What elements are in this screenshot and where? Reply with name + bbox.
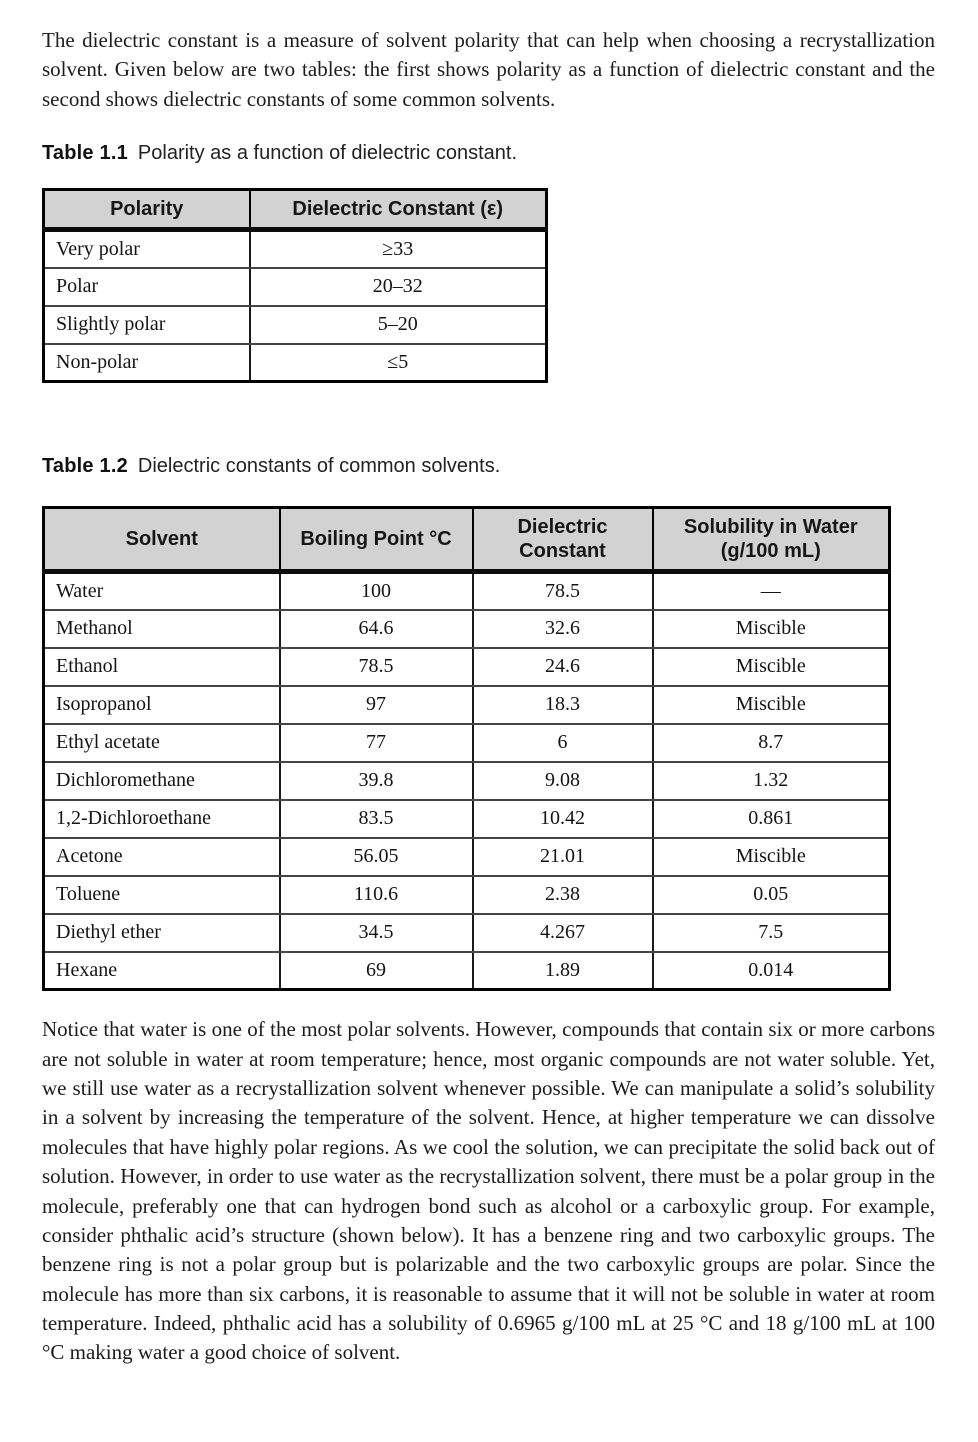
- table1-caption: [42, 142, 935, 165]
- table-cell: 5–20: [250, 306, 547, 344]
- solvents-table: [42, 506, 891, 991]
- table-cell: 69: [280, 952, 473, 990]
- table-cell: 1,2-Dichloroethane: [44, 800, 280, 838]
- table-row: [44, 610, 890, 648]
- table-cell: 1.89: [473, 952, 653, 990]
- table-cell: Miscible: [653, 838, 890, 876]
- table-cell: Slightly polar: [44, 306, 250, 344]
- column-header: Dielectric Constant: [473, 508, 653, 572]
- column-header: Polarity: [44, 190, 250, 230]
- table-cell: 0.861: [653, 800, 890, 838]
- table-cell: 21.01: [473, 838, 653, 876]
- table-cell: 77: [280, 724, 473, 762]
- table-cell: 0.05: [653, 876, 890, 914]
- table-cell: Diethyl ether: [44, 914, 280, 952]
- table2-caption: [42, 455, 935, 478]
- table1-body: [44, 230, 547, 382]
- table-cell: Isopropanol: [44, 686, 280, 724]
- table-cell: Miscible: [653, 686, 890, 724]
- table-cell: Acetone: [44, 838, 280, 876]
- table-cell: 64.6: [280, 610, 473, 648]
- table-cell: 32.6: [473, 610, 653, 648]
- table-cell: Miscible: [653, 610, 890, 648]
- table-cell: 110.6: [280, 876, 473, 914]
- table-cell: Water: [44, 572, 280, 610]
- table-cell: ≥33: [250, 230, 547, 268]
- table-cell: 100: [280, 572, 473, 610]
- column-header: Solubility in Water (g/100 mL): [653, 508, 890, 572]
- table-cell: Ethanol: [44, 648, 280, 686]
- table-cell: 78.5: [280, 648, 473, 686]
- table-row: [44, 648, 890, 686]
- table-cell: Ethyl acetate: [44, 724, 280, 762]
- table-cell: 6: [473, 724, 653, 762]
- table-cell: 18.3: [473, 686, 653, 724]
- table2-body: [44, 572, 890, 990]
- table-cell: 34.5: [280, 914, 473, 952]
- table-cell: Very polar: [44, 230, 250, 268]
- table-row: [44, 572, 890, 610]
- intro-paragraph: The dielectric constant is a measure of solvent polarity that can help when choosing a recrystallization solvent. Given below are two tables: the first shows polarity as a function of dielectric constant and the second shows dielectric constants of some common solvents.: [42, 28, 935, 111]
- column-header: Boiling Point °C: [280, 508, 473, 572]
- table-cell: 4.267: [473, 914, 653, 952]
- discussion-paragraph: Notice that water is one of the most polar solvents. However, compounds that contain six or more carbons are not soluble in water at room temperature; hence, most organic compounds are not water soluble. Yet, we still use water as a recrystallization solvent whenever possible. We can manipulate a solid’s solubility in a solvent by increasing the temperature of the solvent. Hence, at higher temperature we can dissolve molecules that have highly polar regions. As we cool the solution, we can precipitate the solid back out of solution. However, in order to use water as the recrystallization solvent, there must be a polar group in the molecule, preferably one that can hydrogen bond such as alcohol or a carboxylic group. For example, consider phthalic acid’s structure (shown below). It has a benzene ring and two carboxylic groups. The benzene ring is not a polar group but is polarizable and the two carboxylic groups are polar. Since the molecule has more than six carbons, it is reasonable to assume that it will not be soluble in water at room temperature. Indeed, phthalic acid has a solubility of 0.6965 g/100 mL at 25 °C and 18 g/100 mL at 100 °C making water a good choice of solvent.: [42, 1017, 935, 1365]
- table-row: [44, 762, 890, 800]
- polarity-table: [42, 188, 548, 383]
- table-row: [44, 914, 890, 952]
- table-cell: 7.5: [653, 914, 890, 952]
- table-cell: Methanol: [44, 610, 280, 648]
- table-cell: 39.8: [280, 762, 473, 800]
- table1-header-row: [44, 190, 547, 230]
- table-cell: ≤5: [250, 344, 547, 382]
- table-cell: Non-polar: [44, 344, 250, 382]
- table1-caption-text: Polarity as a function of dielectric constant.: [137, 142, 518, 165]
- table-row: [44, 686, 890, 724]
- table2-caption-text: Dielectric constants of common solvents.: [137, 455, 501, 478]
- table-cell: 0.014: [653, 952, 890, 990]
- table-row: [44, 724, 890, 762]
- table-cell: 1.32: [653, 762, 890, 800]
- table-cell: Toluene: [44, 876, 280, 914]
- table-cell: 20–32: [250, 268, 547, 306]
- column-header: Dielectric Constant (ε): [250, 190, 547, 230]
- table-cell: Polar: [44, 268, 250, 306]
- table-cell: 78.5: [473, 572, 653, 610]
- table-row: [44, 876, 890, 914]
- table-cell: 10.42: [473, 800, 653, 838]
- table1-caption-label: Table 1.1: [42, 142, 128, 165]
- table-cell: 8.7: [653, 724, 890, 762]
- table-cell: 24.6: [473, 648, 653, 686]
- table2-caption-label: Table 1.2: [42, 455, 128, 478]
- table-cell: 56.05: [280, 838, 473, 876]
- table-row: [44, 344, 547, 382]
- table-cell: —: [653, 572, 890, 610]
- table-cell: Hexane: [44, 952, 280, 990]
- table2-header-row: [44, 508, 890, 572]
- table-cell: 97: [280, 686, 473, 724]
- table-row: [44, 268, 547, 306]
- table-row: [44, 952, 890, 990]
- table-row: [44, 800, 890, 838]
- table-row: [44, 306, 547, 344]
- table-cell: 9.08: [473, 762, 653, 800]
- table-cell: Miscible: [653, 648, 890, 686]
- table-cell: 83.5: [280, 800, 473, 838]
- table-cell: Dichloromethane: [44, 762, 280, 800]
- table-cell: 2.38: [473, 876, 653, 914]
- column-header: Solvent: [44, 508, 280, 572]
- table-row: [44, 230, 547, 268]
- table-row: [44, 838, 890, 876]
